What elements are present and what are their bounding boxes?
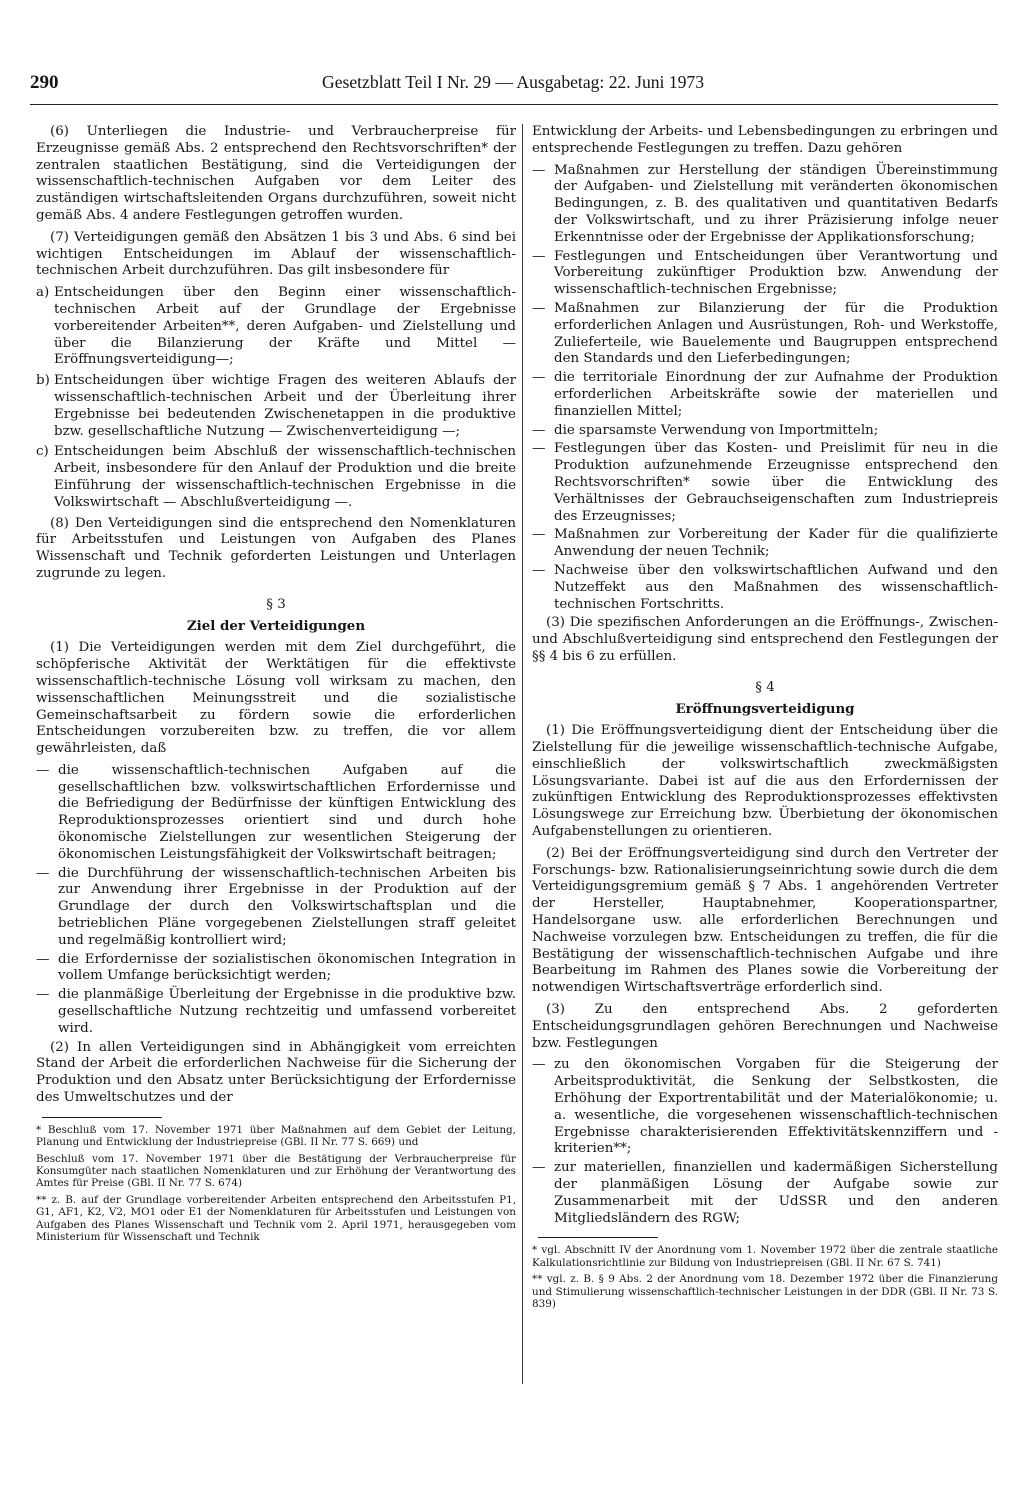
- dash-marker: —: [532, 1160, 546, 1176]
- dash-marker: —: [532, 370, 546, 386]
- dash-item: [36, 952, 516, 986]
- right-column: [532, 124, 998, 1314]
- list-item: [36, 373, 516, 440]
- footnote: * vgl. Abschnitt IV der Anordnung vom 1. November 1972 über die zentrale staatliche Kalkulationsrichtlinie zur Bildung von Industriepreisen (GBl. II Nr. 67 S. 741): [532, 1244, 998, 1269]
- dash-text: die Erfordernisse der sozialistischen ökonomischen Integration in vollem Umfange berücksichtigt werden;: [58, 951, 516, 984]
- page-header: [30, 72, 996, 102]
- section-4-number: § 4: [755, 679, 775, 695]
- dash-item: [532, 1160, 998, 1227]
- left-column: [36, 124, 516, 1247]
- list-item: [36, 285, 516, 369]
- dash-item: [532, 370, 998, 420]
- list-marker: c): [36, 444, 49, 460]
- dash-text: Festlegungen und Entscheidungen über Verantwortung und Vorbereitung zukünftiger Produktion bzw. Anwendung der wissenschaftlich-technischen Ergebnisse;: [554, 248, 998, 298]
- section-4-paragraph-2: (2) Bei der Eröffnungsverteidigung sind durch den Vertreter der Forschungs- bzw. Rationalisierungseinrichtung sowie durch die dem Verteidigungsgremium gemäß § 7 Abs. 1 angehörenden Vertreter der Hersteller, Hauptabnehmer, Kooperationspartner, Handelsorgane usw. alle erforderlichen Berechnungen und Nachweise vorzulegen bzw. Entscheidungen zu treffen, die für die Bestätigung der wissenschaftlich-technischen Aufgabe und ihre Bearbeitung im Rahmen des Planes sowie die Vorbereitung der notwendigen Wirtschaftsverträge erforderlich sind.: [532, 845, 998, 996]
- list-marker: b): [36, 373, 50, 389]
- section-4-paragraph-1: (1) Die Eröffnungsverteidigung dient der Entscheidung über die Zielstellung für die jeweilige wissenschaftlich-technische Aufgabe, einschließlich der volkswirtschaftlich zweckmäßigsten Lösungsvariante. Dabei ist auf die aus den Erfordernissen der zukünftigen Entwicklung des Reproduktionsprozesses effektivsten Lösungswege zur Erreichung bzw. Überbietung der ökonomischen Aufgabenstellungen zu orientieren.: [532, 723, 998, 840]
- page-number: 290: [30, 72, 59, 93]
- dash-marker: —: [532, 527, 546, 543]
- dash-marker: —: [36, 987, 50, 1003]
- running-title: Gesetzblatt Teil I Nr. 29 — Ausgabetag: 22. Juni 1973: [321, 72, 705, 92]
- dash-marker: —: [36, 762, 50, 778]
- paragraph-6: (6) Unterliegen die Industrie- und Verbraucherpreise für Erzeugnisse gemäß Abs. 2 entsprechend den Rechtsvorschriften* der zentralen staatlichen Bestätigung, sind die Verteidigungen der wissenschaftlich-technischen Aufgaben vor dem Leiter des zuständigen wirtschaftsleitenden Organs durchzuführen, soweit nicht gemäß Abs. 4 andere Festlegungen getroffen wurden.: [36, 124, 516, 223]
- dash-item: [532, 301, 998, 368]
- footnote-rule: [538, 1237, 658, 1238]
- paragraph-8: (8) Den Verteidigungen sind die entsprechend den Nomenklaturen für Arbeitsstufen und Leistungen von Aufgaben des Planes Wissenschaft und Technik geforderten Leistungen und Unterlagen zugrunde zu legen.: [36, 515, 516, 581]
- list-text: Entscheidungen über wichtige Fragen des weiteren Ablaufs der wissenschaftlich-technischen Arbeit und der Überleitung ihrer Ergebnisse bei bedeutenden Zwischenetappen in die produktive bzw. gesellschaftliche Nutzung — Zwischenverteidigung —;: [54, 373, 516, 439]
- list-item: [36, 444, 516, 511]
- dash-text: Maßnahmen zur Bilanzierung der für die Produktion erforderlichen Anlagen und Ausrüstungen, Roh- und Werkstoffe, Zulieferteile, wie Bauelemente und Baugruppen entsprechend den Standards und den Lieferbedingungen;: [554, 300, 998, 367]
- dash-text: Maßnahmen zur Vorbereitung der Kader für die qualifizierte Anwendung der neuen Technik;: [554, 527, 998, 560]
- dash-text: die planmäßige Überleitung der Ergebnisse in die produktive bzw. gesellschaftliche Nutzung rechtzeitig und umfassend vorbereitet wird.: [58, 987, 516, 1036]
- section-3-paragraph-2: (2) In allen Verteidigungen sind in Abhängigkeit vom erreichten Stand der Arbeit die erforderlichen Nachweise für die Sicherung der Produktion und den Absatz unter Berücksichtigung der Erfordernisse des Umweltschutzes und der: [36, 1039, 516, 1106]
- list-text: Entscheidungen über den Beginn einer wissenschaftlich-technischen Arbeit auf der Grundlage der Ergebnisse vorbereitender Arbeiten**, deren Aufgaben- und Zielstellung und über die Bilanzierung der Kräfte und Mittel — Eröffnungsverteidigung—;: [54, 285, 516, 368]
- dash-text: die territoriale Einordnung der zur Aufnahme der Produktion erforderlichen Arbeitskräfte sowie der materiellen und finanziellen Mittel;: [554, 370, 998, 419]
- dash-item: [532, 249, 998, 299]
- section-3-paragraph-3: (3) Die spezifischen Anforderungen an die Eröffnungs-, Zwischen- und Abschlußverteidigung sind entsprechend den Festlegungen der §§ 4 bis 6 zu erfüllen.: [532, 615, 998, 664]
- list-marker: a): [36, 285, 50, 301]
- dash-text: zu den ökonomischen Vorgaben für die Steigerung der Arbeitsproduktivität, die Senkung der Selbstkosten, die Erhöhung der Exportrentabilität und der Materialökonomie; u. a. wesentliche, die vorgesehenen wissenschaftlich-technischen Ergebnisse charakterisierenden Effektivitätskennziffern und -kriterien**;: [554, 1057, 998, 1157]
- dash-item: [36, 987, 516, 1037]
- dash-text: Festlegungen über das Kosten- und Preislimit für neu in die Produktion aufzunehmende Erzeugnisse entsprechend den Rechtsvorschriften* sowie über die Entwicklung des Verhältnisses der Gebrauchseigenschaften zum Industriepreis des Erzeugnisses;: [554, 441, 998, 524]
- dash-marker: —: [532, 300, 546, 316]
- dash-text: die wissenschaftlich-technischen Aufgaben auf die gesellschaftlichen bzw. volkswirtschaftlichen Erfordernisse und die Befriedigung der Bedürfnisse der künftigen Entwicklung des Reproduktionsprozesses orientiert sind und durch hohe ökonomische Zielstellungen zur wesentlichen Steigerung der ökonomischen Leistungsfähigkeit der Volkswirtschaft beitragen;: [58, 762, 516, 862]
- section-3-paragraph-1: (1) Die Verteidigungen werden mit dem Ziel durchgeführt, die schöpferische Aktivität der Werktätigen für die effektivste wissenschaftlich-technische Lösung voll wirksam zu machen, den wissenschaftlichen Meinungsstreit und die sozialistische Gemeinschaftsarbeit zu fördern sowie die erforderlichen Entscheidungen vorzubereiten bzw. zu treffen, die vor allem gewährleisten, daß: [36, 640, 516, 757]
- dash-text: die Durchführung der wissenschaftlich-technischen Arbeiten bis zur Anwendung ihrer Ergebnisse in der Produktion auf der Grundlage der durch den Volkswirtschaftsplan und die betrieblichen Pläne vorgegebenen Zielstellungen straff geleitet und regelmäßig kontrolliert wird;: [58, 865, 516, 948]
- dash-text: die sparsamste Verwendung von Importmitteln;: [554, 422, 879, 438]
- dash-text: Maßnahmen zur Herstellung der ständigen Übereinstimmung der Aufgaben- und Zielstellung mit veränderten ökonomischen Bedingungen, z. B. des qualitativen und quantitativen Bedarfs der Volkswirtschaft, und zu ihrer Präzisierung infolge neuer Erkenntnisse oder der Ergebnisse der Applikationsforschung;: [554, 162, 998, 245]
- footnote: Beschluß vom 17. November 1971 über die Bestätigung der Verbraucherpreise für Konsumgüter nach staatlichen Nomenklaturen und zur Erhöhung der Verantwortung des Amtes für Preise (GBl. II Nr. 77 S. 674): [36, 1152, 516, 1190]
- dash-marker: —: [532, 248, 546, 264]
- column-divider: [522, 124, 523, 1384]
- dash-item: [532, 441, 998, 525]
- dash-marker: —: [532, 441, 546, 457]
- dash-marker: —: [36, 951, 50, 967]
- dash-text: Nachweise über den volkswirtschaftlichen Aufwand und den Nutzeffekt aus den Maßnahmen des wissenschaftlich-technischen Fortschritts.: [554, 562, 998, 612]
- footnote: ** z. B. auf der Grundlage vorbereitender Arbeiten entsprechend den Arbeitsstufen P1, G1, AF1, K2, V2, MO1 oder E1 der Nomenklaturen für Arbeitsstufen und Leistungen von Aufgaben des Planes Wissenschaft und Technik vom 2. April 1971, herausgegeben vom Ministerium für Wissenschaft und Technik: [36, 1193, 516, 1244]
- dash-item: [532, 563, 998, 613]
- section-3-number: § 3: [266, 596, 286, 612]
- dash-item: [532, 1057, 998, 1158]
- paragraph-7: (7) Verteidigungen gemäß den Absätzen 1 bis 3 und Abs. 6 sind bei wichtigen Entscheidungen im Ablauf der wissenschaftlich-technischen Arbeit durchzuführen. Das gilt insbesondere für: [36, 229, 516, 279]
- dash-marker: —: [532, 562, 546, 578]
- dash-item: [532, 527, 998, 561]
- section-4-paragraph-3: (3) Zu den entsprechend Abs. 2 geforderten Entscheidungsgrundlagen gehören Berechnungen und Nachweise bzw. Festlegungen: [532, 1002, 998, 1051]
- dash-item: [532, 423, 998, 440]
- dash-marker: —: [532, 422, 546, 438]
- dash-marker: —: [36, 865, 50, 881]
- continuation-paragraph: Entwicklung der Arbeits- und Lebensbedingungen zu erbringen und entsprechende Festlegungen zu treffen. Dazu gehören: [532, 124, 998, 156]
- section-3-title: Ziel der Verteidigungen: [186, 617, 366, 634]
- dash-marker: —: [532, 1057, 546, 1073]
- section-4-title: Eröffnungsverteidigung: [675, 700, 855, 717]
- dash-item: [532, 163, 998, 247]
- footnote: ** vgl. z. B. § 9 Abs. 2 der Anordnung vom 18. Dezember 1972 über die Finanzierung und Stimulierung wissenschaftlich-technischer Leistungen in der DDR (GBl. II Nr. 73 S. 839): [532, 1273, 998, 1311]
- footnote-rule: [42, 1117, 162, 1118]
- footnote: * Beschluß vom 17. November 1971 über Maßnahmen auf dem Gebiet der Leitung, Planung und Entwicklung der Industriepreise (GBl. II Nr. 77 S. 669) und: [36, 1123, 516, 1149]
- dash-text: zur materiellen, finanziellen und kadermäßigen Sicherstellung der planmäßigen Lösung der Aufgabe sowie zur Zusammenarbeit mit der UdSSR und den anderen Mitgliedsländern des RGW;: [554, 1160, 998, 1226]
- dash-item: [36, 763, 516, 864]
- list-text: Entscheidungen beim Abschluß der wissenschaftlich-technischen Arbeit, insbesondere für den Anlauf der Produktion und die breite Einführung der wissenschaftlich-technischen Ergebnisse in die Volkswirtschaft — Abschlußverteidigung —.: [54, 444, 516, 510]
- header-rule: [30, 104, 998, 105]
- dash-item: [36, 866, 516, 950]
- dash-marker: —: [532, 162, 546, 178]
